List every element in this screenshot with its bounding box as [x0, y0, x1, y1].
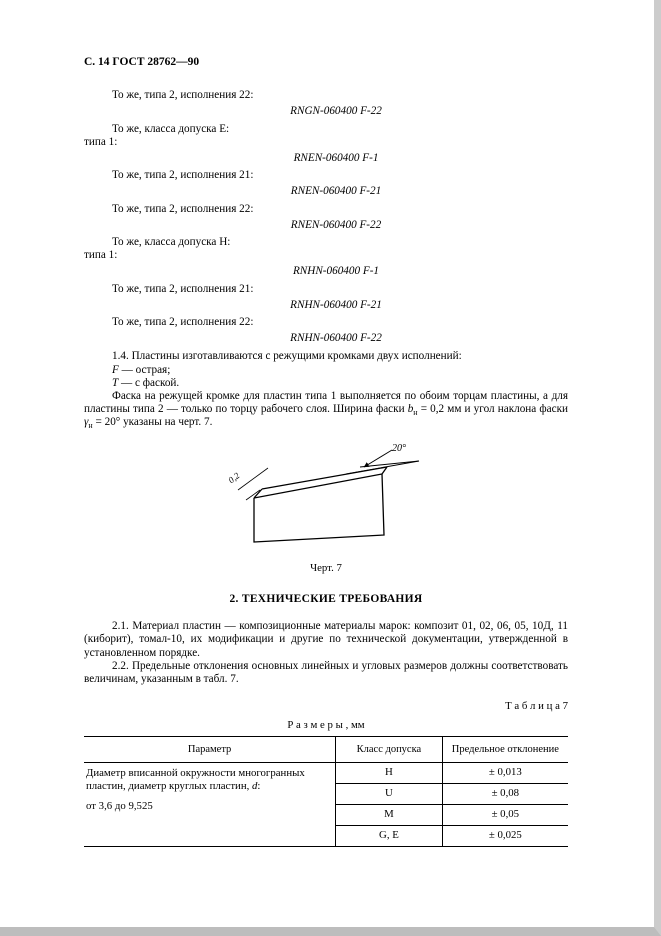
designation-sublabel: типа 1:: [84, 135, 118, 148]
table-header-row: [84, 736, 568, 762]
table-units-note: Р а з м е р ы , мм: [287, 718, 365, 731]
table-header-tolerance-class: Класс допуска: [336, 736, 442, 762]
designation-label: То же, типа 2, исполнения 21:: [112, 282, 254, 295]
designation-block: [84, 316, 568, 345]
designation-label: То же, типа 2, исполнения 22:: [112, 316, 254, 329]
chamfer-text-3: = 20° указаны на черт. 7.: [92, 416, 213, 429]
designation-code: RNGN-060400 F-22: [290, 105, 382, 118]
designation-block: [84, 89, 568, 118]
edge-text-f: — острая;: [118, 363, 171, 376]
parameter-cell: [84, 762, 336, 846]
designation-sublabel: типа 1:: [84, 249, 118, 262]
designation-block: [84, 236, 568, 279]
designation-code: RNHN-060400 F-21: [290, 298, 382, 311]
table-row: [84, 762, 568, 783]
figure-caption: Черт. 7: [310, 561, 342, 574]
edge-type-f: [84, 364, 568, 377]
designation-code: RNHN-060400 F-1: [292, 265, 380, 278]
designation-label: То же, типа 2, исполнения 21:: [112, 169, 254, 182]
deviation-cell: ± 0,025: [442, 825, 568, 846]
edge-type-t: [84, 377, 568, 390]
class-cell: G, E: [336, 825, 442, 846]
paragraph-2-2: 2.2. Предельные отклонения основных линейных и угловых размеров должны соответствовать величинам, указанным в табл. 7.: [84, 659, 568, 686]
designation-label: То же, типа 2, исполнения 22:: [112, 202, 254, 215]
chamfer-text-1: Фаска на режущей кромке для пластин типа 1 выполняется по обоим торцам пластины, а для пластины типа 2 — только по торцу рабочего слоя. Ширина фаски: [84, 390, 568, 416]
designation-block: [84, 123, 568, 166]
deviation-cell: ± 0,05: [442, 804, 568, 825]
table-label: Т а б л и ц а 7: [505, 700, 568, 713]
paragraph-chamfer: [84, 390, 568, 430]
tolerance-table: [84, 736, 568, 847]
edge-symbol-t: Т: [112, 376, 119, 389]
designation-block: [84, 169, 568, 198]
table-header-parameter: Параметр: [84, 736, 336, 762]
section-2-title: 2. ТЕХНИЧЕСКИЕ ТРЕБОВАНИЯ: [229, 593, 423, 606]
chamfer-width-label: 0,2: [226, 470, 242, 485]
paragraph-1-4: 1.4. Пластины изготавливаются с режущими кромками двух исполнений:: [112, 350, 462, 363]
b-subscript: н: [413, 408, 418, 418]
gamma-subscript: н: [88, 421, 93, 431]
table-header-deviation: Предельное отклонение: [442, 736, 568, 762]
designation-label: То же, класса допуска Н:: [112, 236, 231, 249]
page-header: С. 14 ГОСТ 28762—90: [84, 56, 200, 68]
b-symbol: b: [407, 403, 414, 416]
chamfer-text-2: = 0,2 мм и угол наклона фаски: [417, 403, 568, 416]
designation-list: [84, 89, 568, 345]
parameter-colon: :: [257, 779, 261, 792]
designation-block: [84, 283, 568, 312]
edge-symbol-f: F: [112, 363, 119, 376]
parameter-range: от 3,6 до 9,525: [86, 799, 153, 812]
gamma-symbol: γ: [84, 416, 89, 429]
deviation-cell: ± 0,08: [442, 783, 568, 804]
d-symbol: d: [252, 779, 258, 792]
designation-code: RNHN-060400 F-22: [290, 332, 382, 345]
designation-code: RNEN-060400 F-1: [293, 152, 379, 165]
designation-block: [84, 203, 568, 232]
designation-code: RNEN-060400 F-21: [290, 185, 382, 198]
designation-label: То же, типа 2, исполнения 22:: [112, 89, 254, 102]
chamfer-drawing-icon: [226, 440, 426, 552]
designation-label: То же, класса допуска Е:: [112, 122, 230, 135]
designation-code: RNEN-060400 F-22: [290, 218, 382, 231]
parameter-description: Диаметр вписанной окружности многогранных пластин, диаметр круглых пластин,: [86, 766, 305, 792]
class-cell: H: [336, 762, 442, 783]
deviation-cell: ± 0,013: [442, 762, 568, 783]
class-cell: U: [336, 783, 442, 804]
figure-chamfer: [84, 440, 568, 575]
edge-text-t: — с фаской.: [118, 376, 180, 389]
class-cell: M: [336, 804, 442, 825]
section-1-4: [84, 350, 568, 429]
chamfer-angle-label: 20°: [392, 442, 406, 454]
paragraph-2-1: 2.1. Материал пластин — композиционные материалы марок: композит 01, 02, 06, 05, 10Д, 11 (киборит), томал-10, их модификации и другие по технической документации, утвержденной в установленном порядке.: [84, 620, 568, 659]
parameter-text: [86, 767, 325, 793]
